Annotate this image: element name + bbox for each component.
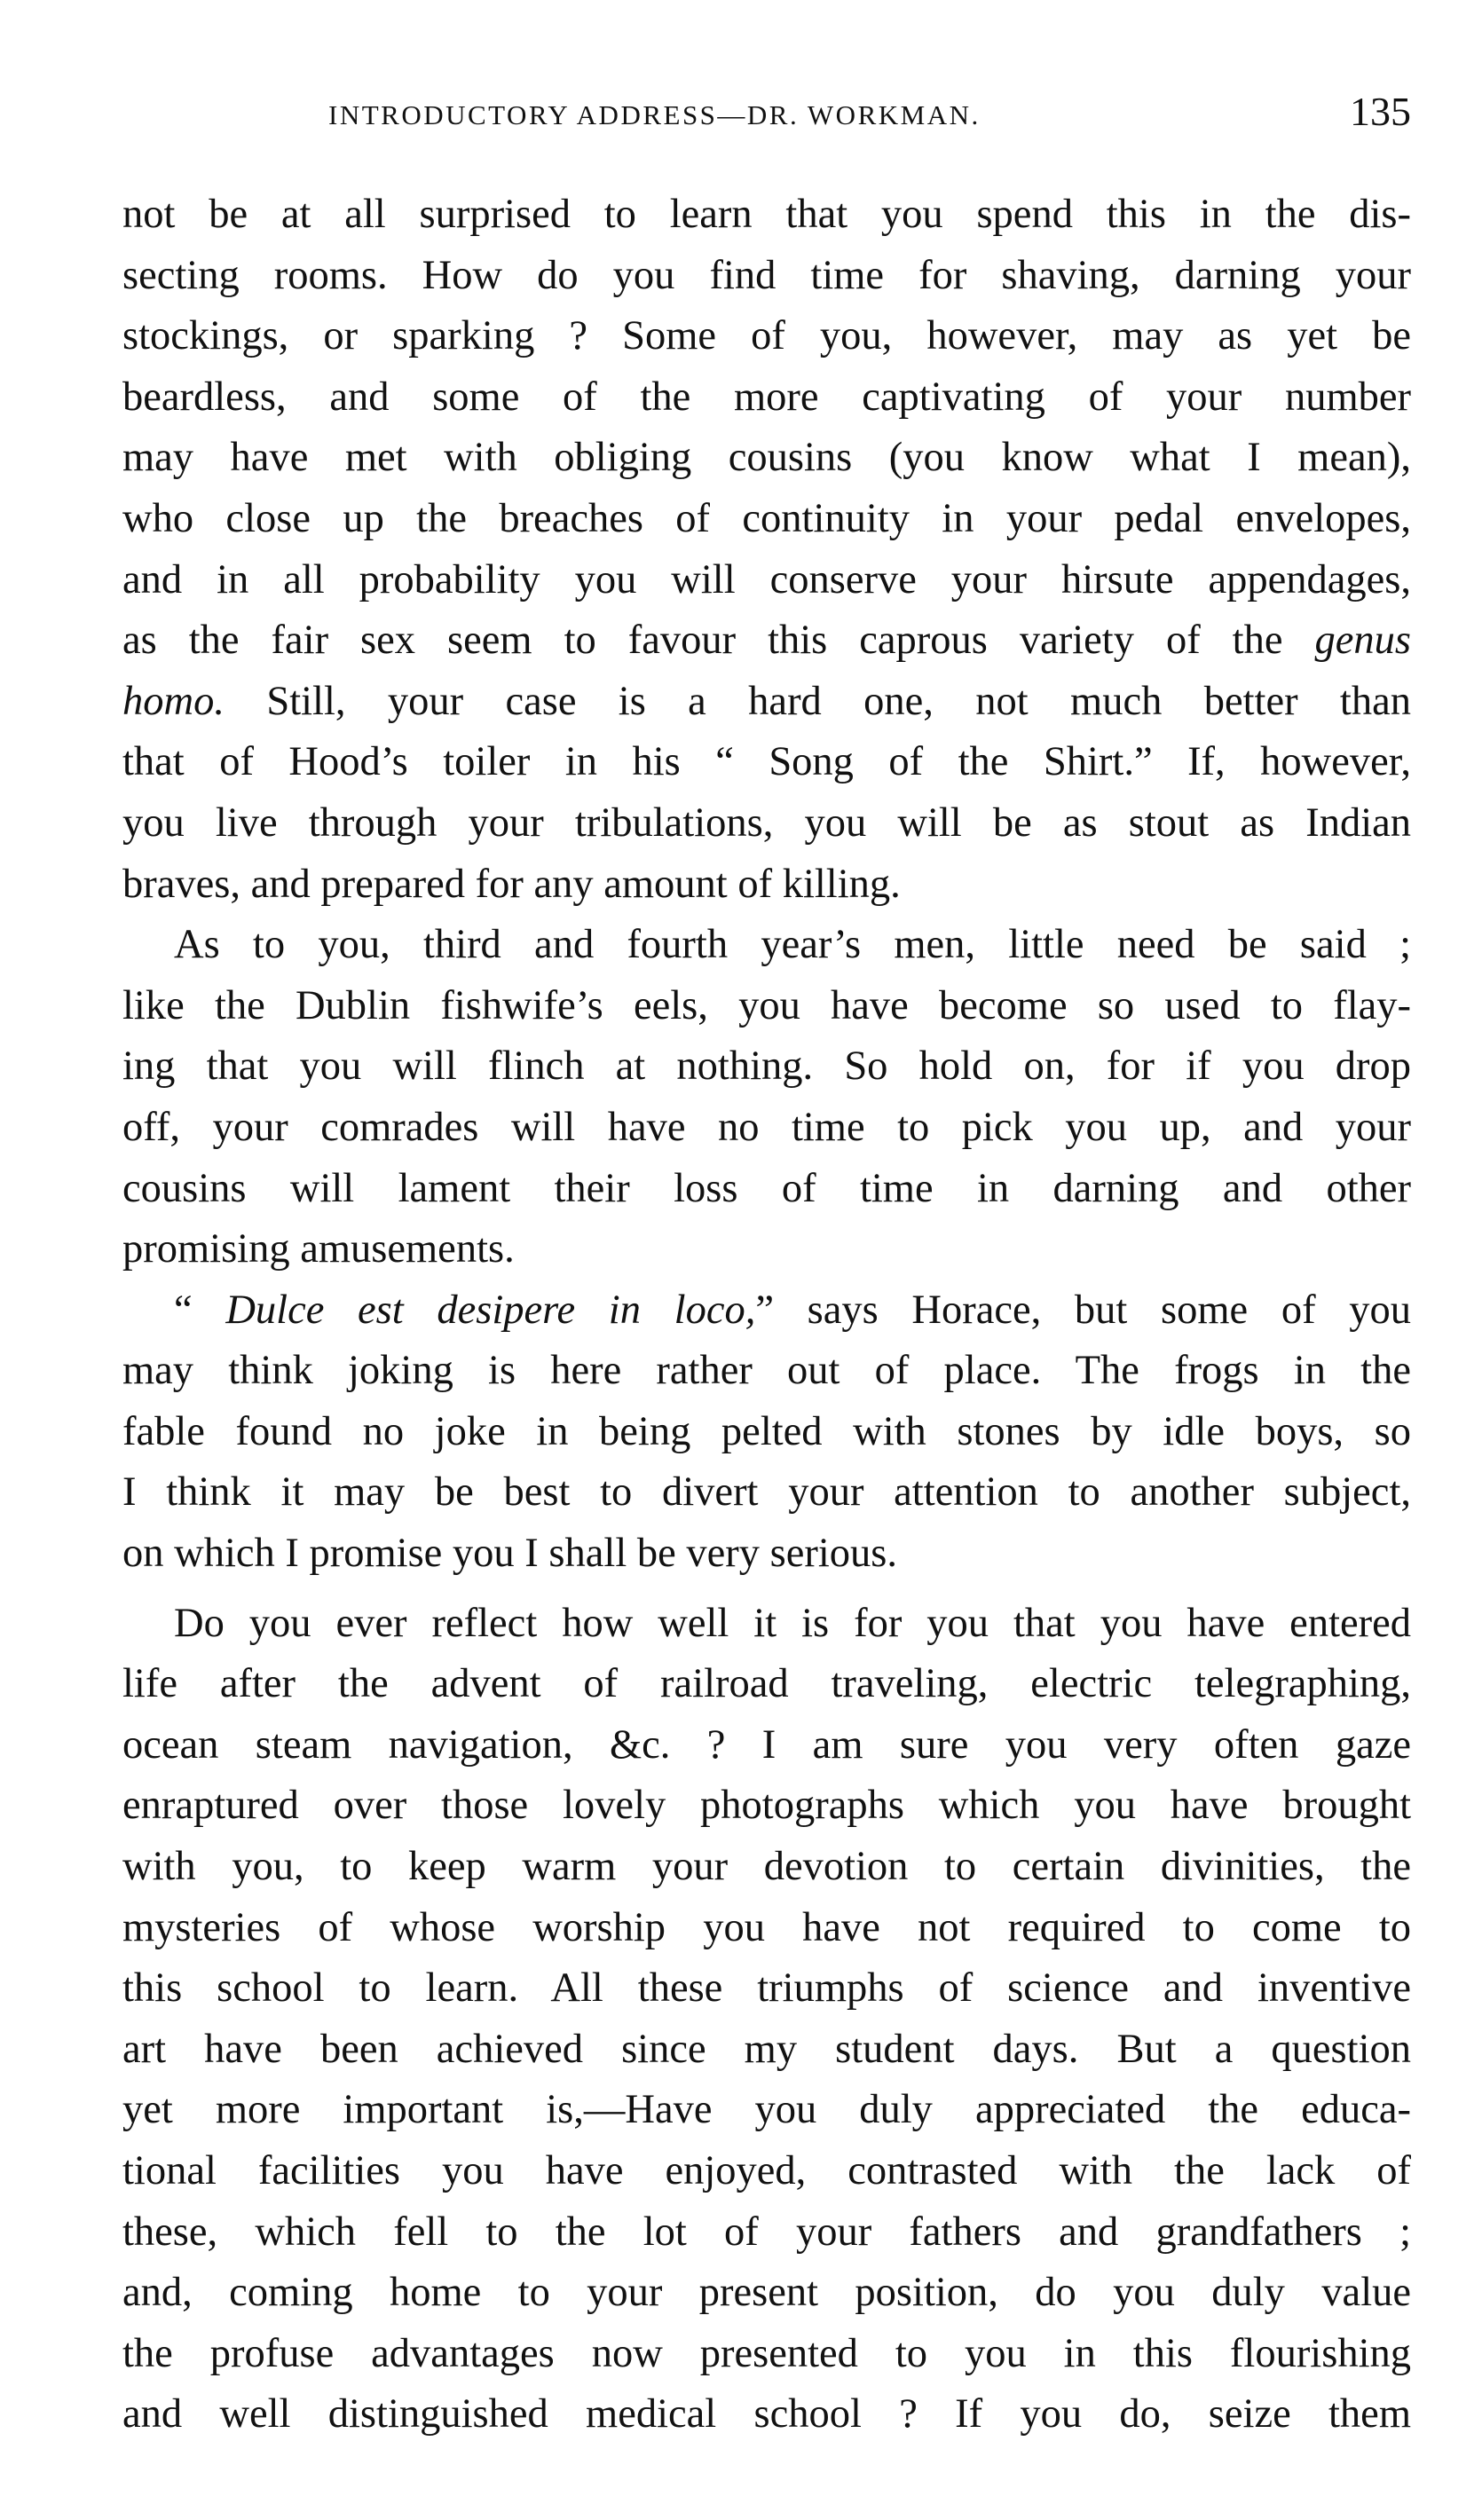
text-line: ing that you will flinch at nothing. So hold on, for if you drop [122,1043,1411,1090]
text-line: ocean steam navigation, &c. ? I am sure you very often gaze [122,1721,1411,1768]
paragraph-gap [122,1585,1411,1594]
text-line: that of Hood’s toiler in his “ Song of the Shirt.” If, however, [122,739,1411,785]
text-line: mysteries of whose worship you have not required to come to [122,1904,1411,1950]
text-line: and well distinguished medical school ? If you do, seize them [122,2391,1411,2437]
text-line: secting rooms. How do you find time for shaving, darning your [122,252,1411,298]
text-line: like the Dublin fishwife’s eels, you have become so used to flay- [122,982,1411,1028]
running-head [122,87,1411,140]
paragraph [122,915,1411,1280]
text-line: may think joking is here rather out of place. The frogs in the [122,1348,1411,1394]
text-line: “ Dulce est desipere in loco,” says Horace, but some of you [174,1287,1412,1333]
text-line: not be at all surprised to learn that you spend this in the dis- [122,192,1411,237]
text-line: yet more important is,—Have you duly appreciated the educa- [122,2087,1411,2133]
text-line: these, which fell to the lot of your fathers and grandfathers ; [122,2209,1411,2255]
text-line: life after the advent of railroad traveling, electric telegraphing, [122,1661,1411,1707]
text-line: may have met with obliging cousins (you know what I mean), [122,435,1411,481]
paragraph [122,185,1411,915]
text-line: promising amusements. [122,1226,515,1272]
text-line: and, coming home to your present position, do you duly value [122,2270,1411,2316]
text-line: you live through your tribulations, you will be as stout as Indian [122,799,1411,846]
text-line: As to you, third and fourth year’s men, little need be said ; [174,922,1411,968]
text-line: braves, and prepared for any amount of killing. [122,861,901,907]
text-line: tional facilities you have enjoyed, contrasted with the lack of [122,2148,1411,2193]
text-line: art have been achieved since my student days. But a question [122,2026,1411,2072]
text-line: Do you ever reflect how well it is for you that you have entered [174,1600,1411,1646]
running-title: INTRODUCTORY ADDRESS—DR. WORKMAN. [328,99,981,130]
text-line: cousins will lament their loss of time in darning and other [122,1165,1411,1211]
text-line: with you, to keep warm your devotion to certain divinities, the [122,1844,1411,1890]
text-line: I think it may be best to divert your attention to another subject, [122,1469,1411,1516]
text-line: off, your comrades will have no time to pick you up, and your [122,1104,1411,1150]
text-line: beardless, and some of the more captivating of your number [122,374,1411,420]
text-line: on which I promise you I shall be very serious. [122,1531,897,1577]
page-number: 135 [1350,89,1411,134]
text-line: and in all probability you will conserve your hirsute appendages, [122,556,1411,602]
text-line: as the fair sex seem to favour this caprous variety of the genus [122,618,1411,664]
text-line: the profuse advantages now presented to you in this flourishing [122,2330,1411,2376]
body-text [122,185,1411,2445]
text-line: who close up the breaches of continuity in your pedal envelopes, [122,495,1411,541]
text-line: this school to learn. All these triumphs of science and inventive [122,1965,1411,2012]
paragraph [122,1594,1411,2445]
text-line: stockings, or sparking ? Some of you, however, may as yet be [122,313,1411,359]
text-line: enraptured over those lovely photographs which you have brought [122,1783,1411,1829]
paragraph [122,1280,1411,1585]
text-line: homo. Still, your case is a hard one, not much better than [122,678,1411,724]
text-line: fable found no joke in being pelted with stones by idle boys, so [122,1408,1411,1454]
